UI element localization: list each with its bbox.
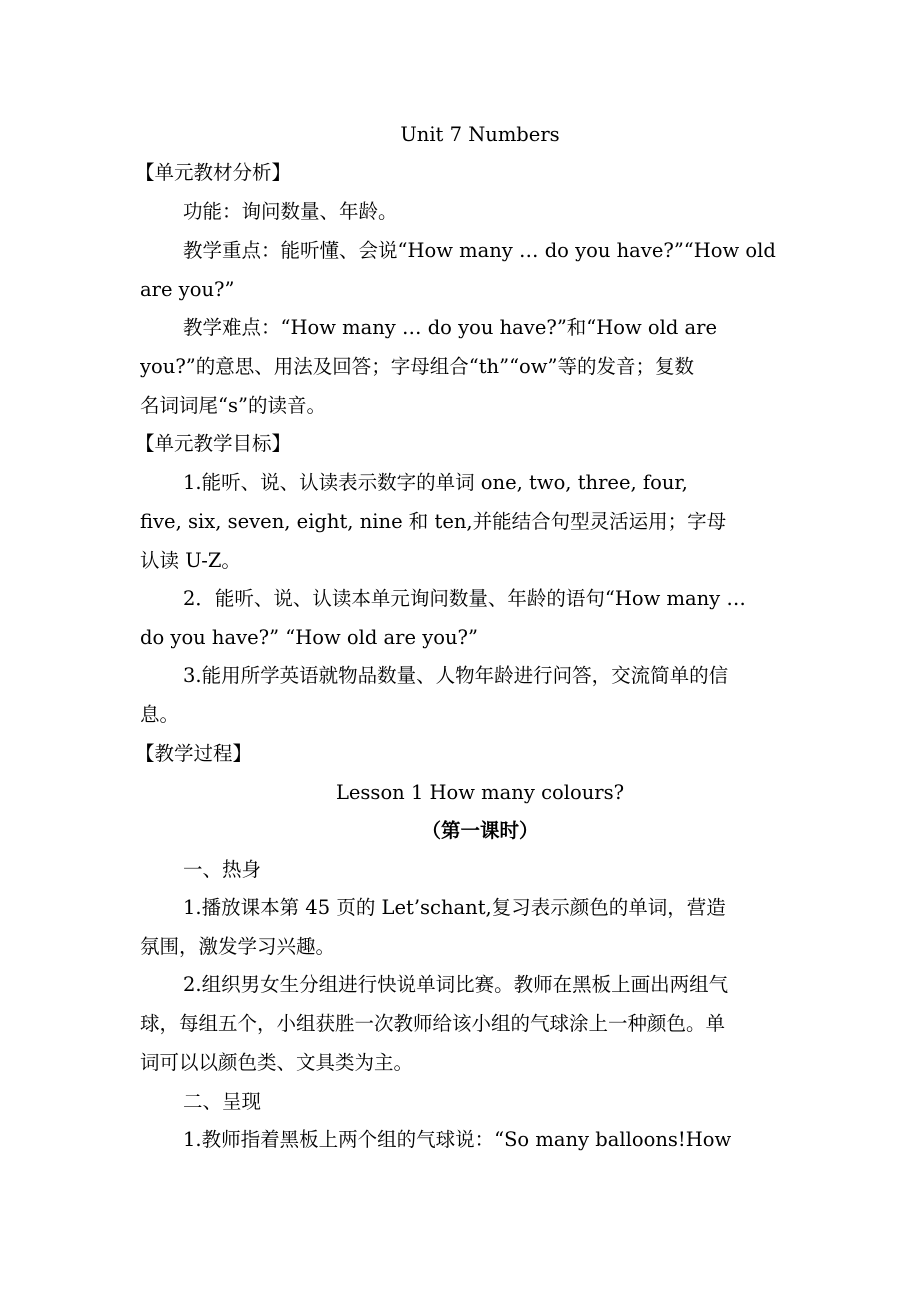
difficult-points-line-2: you?”的意思、用法及回答；字母组合“th”“ow”等的发音；复数 — [140, 355, 694, 378]
present-1-line-1: 1.教师指着黑板上两个组的气球说：“So many balloons!How — [183, 1128, 732, 1151]
warmup-1-line-2: 氛围，激发学习兴趣。 — [140, 935, 336, 958]
warmup-2-line-1: 2.组织男女生分组进行快说单词比赛。教师在黑板上画出两组气 — [183, 973, 729, 996]
goal-1-line-1: 1.能听、说、认读表示数字的单词 one, two, three, four, — [183, 471, 688, 494]
warmup-1-line-1: 1.播放课本第 45 页的 Let’schant,复习表示颜色的单词，营造 — [183, 896, 726, 919]
warmup-2-line-2: 球，每组五个，小组获胜一次教师给该小组的气球涂上一种颜色。单 — [140, 1012, 726, 1035]
goal-2-line-2: do you have?” “How old are you?” — [140, 626, 478, 649]
present-heading: 二、呈现 — [183, 1090, 262, 1113]
difficult-points-line-1: 教学难点：“How many … do you have?”和“How old are — [183, 316, 718, 339]
analysis-heading: 【单元教材分析】 — [135, 161, 292, 184]
lesson-period: （第一课时） — [421, 819, 539, 842]
warmup-2-line-3: 词可以以颜色类、文具类为主。 — [140, 1051, 414, 1074]
unit-title: Unit 7 Numbers — [400, 123, 560, 146]
goal-2-line-1: 2．能听、说、认读本单元询问数量、年龄的语句“How many … — [183, 587, 746, 610]
goal-3-line-1: 3.能用所学英语就物品数量、人物年龄进行问答，交流简单的信 — [183, 664, 729, 687]
lesson-title: Lesson 1 How many colours? — [335, 781, 625, 804]
function-line: 功能：询问数量、年龄。 — [183, 200, 398, 223]
goals-heading: 【单元教学目标】 — [135, 432, 292, 455]
key-points-line-2: are you?” — [140, 278, 235, 301]
goal-3-line-2: 息。 — [140, 703, 180, 726]
goal-1-line-2: five, six, seven, eight, nine 和 ten,并能结合句型灵活运用；字母 — [140, 510, 727, 533]
goal-1-line-3: 认读 U-Z。 — [140, 549, 241, 572]
process-heading: 【教学过程】 — [135, 742, 253, 765]
key-points-line-1: 教学重点：能听懂、会说“How many … do you have?”“How old — [183, 239, 776, 262]
difficult-points-line-3: 名词词尾“s”的读音。 — [140, 394, 326, 417]
warmup-heading: 一、热身 — [183, 858, 262, 881]
